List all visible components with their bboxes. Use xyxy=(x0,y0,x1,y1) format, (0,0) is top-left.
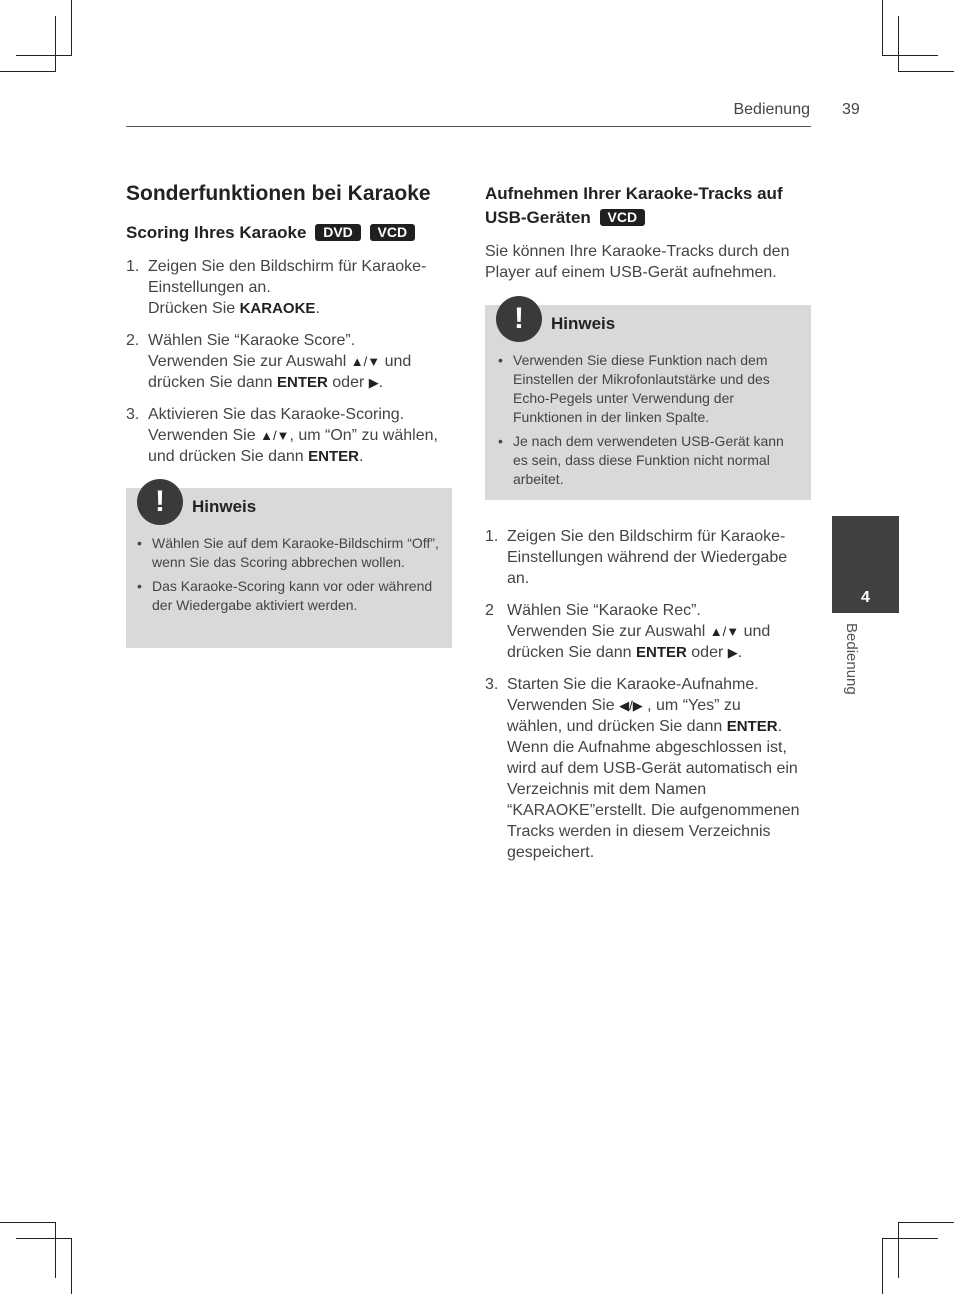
dvd-badge: DVD xyxy=(315,224,361,241)
step-text: drücken Sie dann xyxy=(507,644,636,661)
key-enter: ENTER xyxy=(635,644,687,661)
note-bullet: • Je nach dem verwendeten USB-Gerät kann es sein, dass diese Funktion nicht normal arbeitet. xyxy=(498,432,801,489)
step-text: Starten Sie die Karaoke-Aufnahme. xyxy=(507,676,759,693)
up-down-arrow-icon: ▲/▼ xyxy=(260,428,290,443)
step-text: Aktivieren Sie das Karaoke-Scoring. xyxy=(148,406,405,423)
crop-mark xyxy=(898,71,954,72)
crop-mark xyxy=(898,1222,954,1223)
step-text: oder xyxy=(686,644,728,661)
crop-mark xyxy=(898,1222,899,1278)
step-text: Verwenden Sie xyxy=(507,697,620,714)
step-text: , um “On” zu wählen, xyxy=(289,427,438,444)
crop-mark xyxy=(882,1238,938,1239)
scoring-steps xyxy=(126,256,456,478)
crop-mark xyxy=(882,0,883,56)
step-text: Drücken Sie xyxy=(148,300,240,317)
step-item xyxy=(126,330,456,393)
step-text: und drücken Sie dann xyxy=(148,448,309,465)
note-title: Hinweis xyxy=(551,314,616,333)
step-text: drücken Sie dann xyxy=(148,374,277,391)
step-text: . xyxy=(737,644,743,661)
chapter-tab xyxy=(832,516,899,613)
running-header-section: Bedienung xyxy=(733,101,810,118)
crop-mark xyxy=(55,1222,56,1278)
step-text: Zeigen Sie den Bildschirm für Karaoke- xyxy=(148,258,427,275)
step-text: Verwenden Sie zur Auswahl xyxy=(507,623,710,640)
key-enter: ENTER xyxy=(308,448,359,465)
note-list xyxy=(137,534,442,620)
chapter-number: 4 xyxy=(861,589,870,606)
up-down-arrow-icon: ▲/▼ xyxy=(709,624,740,639)
step-number: 1. xyxy=(485,528,499,545)
note-bullet: • Wählen Sie auf dem Karaoke-Bildschirm “Off”, wenn Sie das Scoring abbrechen wollen. xyxy=(137,534,442,572)
step-text: Einstellungen an. xyxy=(148,279,271,296)
step-text: und xyxy=(380,353,412,370)
subsection-title-text: Aufnehmen Ihrer Karaoke-Tracks auf xyxy=(485,184,783,203)
crop-mark xyxy=(0,71,56,72)
up-down-arrow-icon: ▲/▼ xyxy=(350,354,381,369)
step-text: wählen, und drücken Sie dann xyxy=(507,718,727,735)
step-text: und xyxy=(739,623,771,640)
vcd-badge: VCD xyxy=(600,209,646,226)
step-number: 2. xyxy=(126,332,140,349)
subsection-title xyxy=(485,182,815,230)
crop-mark xyxy=(16,55,72,56)
key-enter: ENTER xyxy=(726,718,778,735)
step-text: , um “Yes” zu xyxy=(642,697,741,714)
chapter-tab-label: Bedienung xyxy=(843,623,860,695)
step-item xyxy=(126,404,456,467)
step-text: . xyxy=(358,448,364,465)
step-text: . xyxy=(315,300,320,317)
right-arrow-icon: ▶ xyxy=(727,645,738,660)
note-box xyxy=(126,485,452,648)
step-item xyxy=(126,256,456,319)
note-title: Hinweis xyxy=(192,497,257,516)
step-text: oder xyxy=(327,374,369,391)
header-rule xyxy=(126,126,811,127)
step-item xyxy=(485,674,811,863)
crop-mark xyxy=(71,1238,72,1294)
step-text: Wenn die Aufnahme abgeschlossen ist, wird auf dem USB-Gerät automatisch ein Verzeichnis mit dem Namen “KARAOKE”erstellt. Die aufgenommenen Tracks werden in diesem Verzeichnis gespeichert. xyxy=(507,739,800,861)
step-text: . xyxy=(777,718,783,735)
key-karaoke: KARAOKE xyxy=(239,300,316,317)
note-box xyxy=(485,302,811,500)
step-number: 1. xyxy=(126,258,140,275)
vcd-badge: VCD xyxy=(370,224,416,241)
step-item xyxy=(485,600,811,663)
step-text: Verwenden Sie xyxy=(148,427,261,444)
crop-mark xyxy=(71,0,72,56)
step-number: 3. xyxy=(126,406,140,423)
step-text: Verwenden Sie zur Auswahl xyxy=(148,353,351,370)
note-bullet: • Verwenden Sie diese Funktion nach dem Einstellen der Mikrofonlautstärke und des Echo-Pegels unter Verwendung der Funktionen in der linken Spalte. xyxy=(498,351,801,427)
crop-mark xyxy=(882,55,938,56)
crop-mark xyxy=(0,1222,56,1223)
crop-mark xyxy=(882,1238,883,1294)
step-text: Zeigen Sie den Bildschirm für Karaoke-Einstellungen während der Wiedergabe an. xyxy=(507,528,788,587)
warning-icon: ! xyxy=(137,479,183,525)
step-text: Wählen Sie “Karaoke Rec”. xyxy=(507,602,701,619)
crop-mark xyxy=(16,1238,72,1239)
subsection-title xyxy=(126,221,415,245)
left-right-arrow-icon: ◀/▶ xyxy=(619,698,643,713)
crop-mark xyxy=(55,16,56,72)
right-arrow-icon: ▶ xyxy=(368,375,379,390)
step-item xyxy=(485,526,811,589)
step-text: Wählen Sie “Karaoke Score”. xyxy=(148,332,356,349)
section-title: Sonderfunktionen bei Karaoke xyxy=(126,182,431,205)
crop-mark xyxy=(898,16,899,72)
step-number: 3. xyxy=(485,676,499,693)
recording-steps xyxy=(485,526,811,874)
step-number: 2 xyxy=(485,602,494,619)
note-list xyxy=(498,351,801,494)
step-text: . xyxy=(378,374,384,391)
subsection-title-text: USB-Geräten xyxy=(485,208,591,227)
warning-icon: ! xyxy=(496,296,542,342)
subsection-title-text: Scoring Ihres Karaoke xyxy=(126,223,307,242)
key-enter: ENTER xyxy=(276,374,328,391)
intro-paragraph: Sie können Ihre Karaoke-Tracks durch den Player auf einem USB-Gerät aufnehmen. xyxy=(485,243,790,281)
page-number: 39 xyxy=(842,101,860,118)
note-bullet: • Das Karaoke-Scoring kann vor oder während der Wiedergabe aktiviert werden. xyxy=(137,577,442,615)
